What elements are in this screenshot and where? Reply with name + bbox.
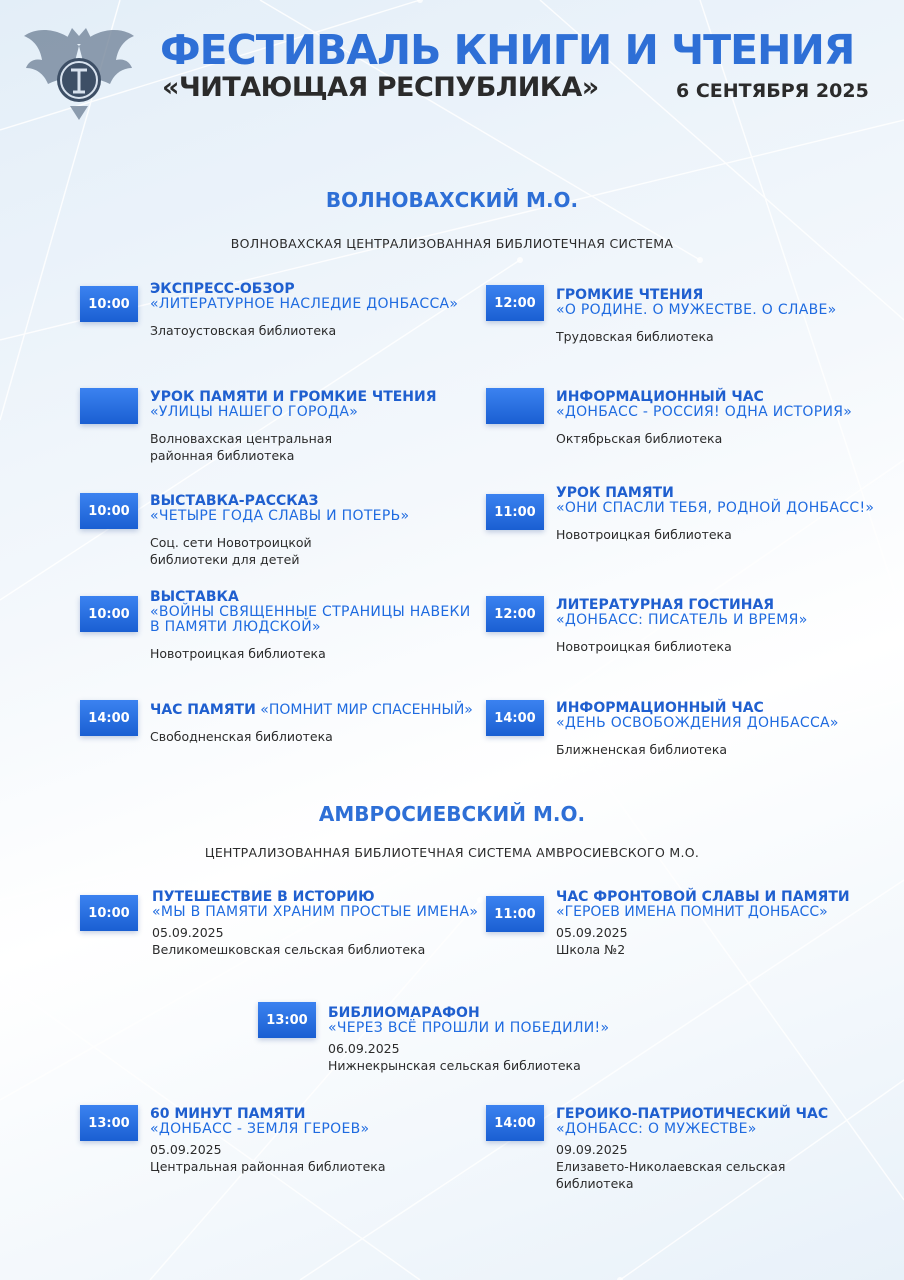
event-place: Волновахская центральная районная библиотека — [150, 431, 332, 463]
event-title: ГРОМКИЕ ЧТЕНИЯ — [556, 287, 704, 303]
time-badge: 12:00 — [486, 596, 544, 632]
event-subtitle: «ЛИТЕРАТУРНОЕ НАСЛЕДИЕ ДОНБАССА» — [150, 296, 459, 312]
event-place: Соц. сети Новотроицкой библиотеки для детей — [150, 535, 312, 567]
event-place: Центральная районная библиотека — [150, 1159, 386, 1174]
event-subtitle: «ДОНБАСС: О МУЖЕСТВЕ» — [556, 1121, 757, 1137]
event-date: 05.09.2025 — [152, 925, 224, 940]
section-subtitle-volnovakha: ВОЛНОВАХСКАЯ ЦЕНТРАЛИЗОВАННАЯ БИБЛИОТЕЧНАЯ СИСТЕМА — [230, 236, 674, 251]
time-badge: 10:00 — [80, 493, 138, 529]
event-title: ВЫСТАВКА-РАССКАЗ — [150, 493, 319, 509]
event-place: Златоустовская библиотека — [150, 323, 337, 338]
section-title-volnovakha: ВОЛНОВАХСКИЙ М.О. — [325, 188, 579, 212]
section-subtitle-amvrosievka: ЦЕНТРАЛИЗОВАННАЯ БИБЛИОТЕЧНАЯ СИСТЕМА АМВРОСИЕВСКОГО М.О. — [204, 845, 700, 860]
event-title: ИНФОРМАЦИОННЫЙ ЧАС — [556, 389, 764, 405]
time-badge: 10:00 — [80, 596, 138, 632]
event-subtitle: «МЫ В ПАМЯТИ ХРАНИМ ПРОСТЫЕ ИМЕНА» — [152, 904, 479, 920]
event-place: Новотроицкая библиотека — [556, 527, 732, 542]
event-title-inline: «ПОМНИТ МИР СПАСЕННЫЙ» — [255, 702, 473, 718]
time-badge: 12:00 — [486, 285, 544, 321]
event-place: Трудовская библиотека — [556, 329, 714, 344]
event-title: ВЫСТАВКА — [150, 589, 239, 605]
event-subtitle: «ДОНБАСС: ПИСАТЕЛЬ И ВРЕМЯ» — [556, 612, 808, 628]
time-badge: 11:00 — [486, 494, 544, 530]
event-title: ЛИТЕРАТУРНАЯ ГОСТИНАЯ — [556, 597, 775, 613]
event-title: ЭКСПРЕСС-ОБЗОР — [150, 281, 295, 297]
event-place: Свободненская библиотека — [150, 729, 333, 744]
event-date: 06.09.2025 — [328, 1041, 400, 1056]
event-date: 05.09.2025 — [556, 925, 628, 940]
section-title-amvrosievka: АМВРОСИЕВСКИЙ М.О. — [318, 802, 586, 826]
event-subtitle: «ДЕНЬ ОСВОБОЖДЕНИЯ ДОНБАССА» — [556, 715, 839, 731]
event-place: Великомешковская сельская библиотека — [152, 942, 426, 957]
event-title-main: ЧАС ФРОНТОВОЙ СЛАВЫ И ПАМЯТИ — [556, 889, 850, 905]
event-subtitle: «УЛИЦЫ НАШЕГО ГОРОДА» — [150, 404, 359, 420]
festival-title: ФЕСТИВАЛЬ КНИГИ И ЧТЕНИЯ — [160, 26, 855, 74]
event-subtitle: «О РОДИНЕ. О МУЖЕСТВЕ. О СЛАВЕ» — [556, 302, 837, 318]
time-badge — [80, 388, 138, 424]
event-title: БИБЛИОМАРАФОН — [328, 1005, 480, 1021]
event-title: 60 МИНУТ ПАМЯТИ — [150, 1106, 306, 1122]
event-subtitle: «ЧЕТЫРЕ ГОДА СЛАВЫ И ПОТЕРЬ» — [150, 508, 410, 524]
event-place: Новотроицкая библиотека — [150, 646, 326, 661]
event-subtitle: «ОНИ СПАСЛИ ТЕБЯ, РОДНОЙ ДОНБАСС!» — [556, 500, 875, 516]
time-badge: 10:00 — [80, 286, 138, 322]
event-title: ГЕРОИКО-ПАТРИОТИЧЕСКИЙ ЧАС — [556, 1106, 829, 1122]
eagle-emblem-icon — [20, 18, 138, 123]
event-place: Октябрьская библиотека — [556, 431, 723, 446]
event-date: 09.09.2025 — [556, 1142, 628, 1157]
event-title — [150, 703, 485, 718]
festival-date: 6 СЕНТЯБРЯ 2025 — [676, 80, 869, 102]
event-subtitle: «ДОНБАСС - ЗЕМЛЯ ГЕРОЕВ» — [150, 1121, 370, 1137]
event-title — [556, 890, 891, 920]
time-badge: 14:00 — [486, 700, 544, 736]
event-subtitle: «ЧЕРЕЗ ВСЁ ПРОШЛИ И ПОБЕДИЛИ!» — [328, 1020, 610, 1036]
time-badge: 14:00 — [486, 1105, 544, 1141]
event-place: Школа №2 — [556, 942, 626, 957]
time-badge: 10:00 — [80, 895, 138, 931]
time-badge — [486, 388, 544, 424]
time-badge: 11:00 — [486, 896, 544, 932]
event-date: 05.09.2025 — [150, 1142, 222, 1157]
event-title: УРОК ПАМЯТИ — [556, 485, 674, 501]
event-place: Елизавето-Николаевская сельская библиотека — [556, 1159, 786, 1191]
event-title: ПУТЕШЕСТВИЕ В ИСТОРИЮ — [152, 889, 375, 905]
time-badge: 13:00 — [80, 1105, 138, 1141]
event-title-main: ЧАС ПАМЯТИ — [150, 702, 256, 718]
event-subtitle: «ДОНБАСС - РОССИЯ! ОДНА ИСТОРИЯ» — [556, 404, 853, 420]
event-place: Нижнекрынская сельская библиотека — [328, 1058, 581, 1073]
time-badge: 13:00 — [258, 1002, 316, 1038]
event-place: Новотроицкая библиотека — [556, 639, 732, 654]
event-title: УРОК ПАМЯТИ И ГРОМКИЕ ЧТЕНИЯ — [150, 389, 437, 405]
event-subtitle: «ВОЙНЫ СВЯЩЕННЫЕ СТРАНИЦЫ НАВЕКИ В ПАМЯТИ ЛЮДСКОЙ» — [150, 604, 471, 635]
festival-subtitle: «ЧИТАЮЩАЯ РЕСПУБЛИКА» — [162, 72, 599, 103]
time-badge: 14:00 — [80, 700, 138, 736]
event-title: ИНФОРМАЦИОННЫЙ ЧАС — [556, 700, 764, 716]
event-place: Ближненская библиотека — [556, 742, 728, 757]
event-title-inline: «ГЕРОЕВ ИМЕНА ПОМНИТ ДОНБАСС» — [556, 904, 828, 920]
